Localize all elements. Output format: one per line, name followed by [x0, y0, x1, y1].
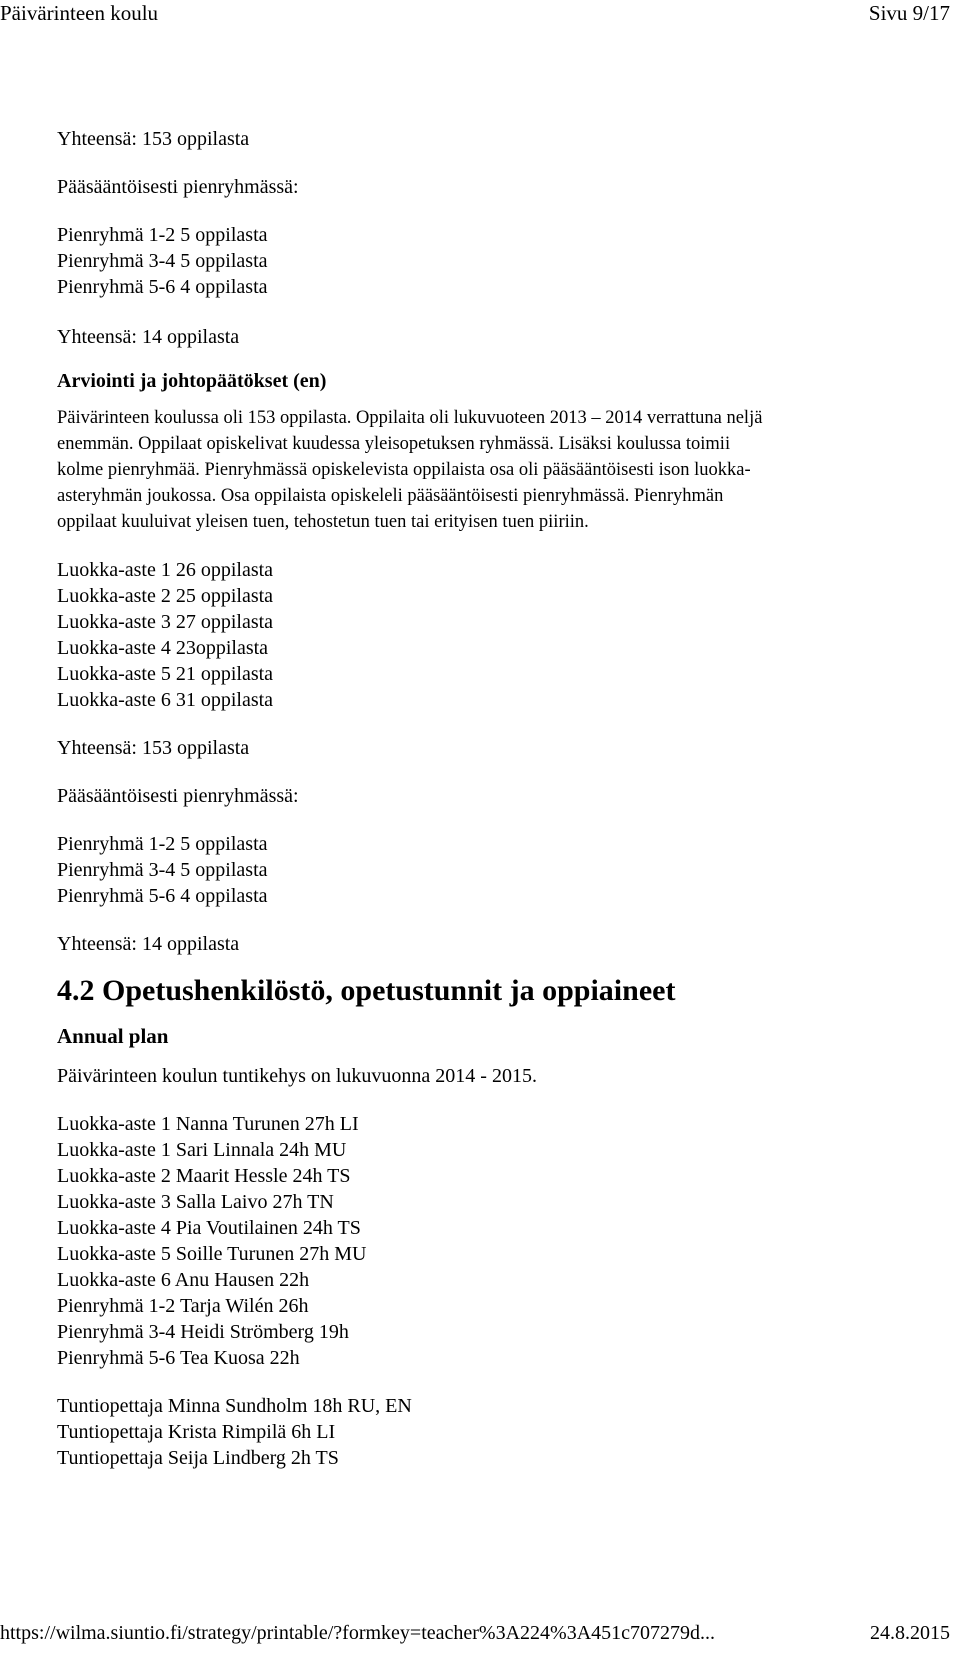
- list-item: Tuntiopettaja Minna Sundholm 18h RU, EN: [57, 1395, 412, 1417]
- small-group-total: Yhteensä: 14 oppilasta: [57, 326, 240, 348]
- teacher-list: [57, 1111, 937, 1371]
- list-item: Luokka-aste 1 Sari Linnala 24h MU: [57, 1139, 347, 1161]
- list-item: Luokka-aste 1 26 oppilasta: [57, 559, 274, 581]
- list-item: Pienryhmä 5-6 Tea Kuosa 22h: [57, 1347, 300, 1369]
- list-item: Pienryhmä 5-6 4 oppilasta: [57, 885, 268, 907]
- evaluation-heading: Arviointi ja johtopäätökset (en): [57, 370, 327, 392]
- list-item: Luokka-aste 6 31 oppilasta: [57, 689, 274, 711]
- paragraph-line: oppilaat kuuluivat yleisen tuen, tehostetun tuen tai erityisen tuen piiriin.: [57, 512, 589, 532]
- total-students: Yhteensä: 153 oppilasta: [57, 737, 250, 759]
- list-item: Luokka-aste 2 25 oppilasta: [57, 585, 274, 607]
- document-body: [57, 126, 937, 1471]
- list-item: Pienryhmä 1-2 Tarja Wilén 26h: [57, 1295, 309, 1317]
- list-item: Luokka-aste 3 27 oppilasta: [57, 611, 274, 633]
- list-item: Pienryhmä 1-2 5 oppilasta: [57, 833, 268, 855]
- paragraph-line: kolme pienryhmää. Pienryhmässä opiskelevista oppilaista osa oli pääsääntöisesti ison luokka-: [57, 460, 751, 480]
- footer-url: https://wilma.siuntio.fi/strategy/printable/?formkey=teacher%3A224%3A451c707279d...: [0, 1622, 716, 1644]
- list-item: Luokka-aste 5 21 oppilasta: [57, 663, 274, 685]
- grade-list: [57, 557, 937, 713]
- paragraph-line: enemmän. Oppilaat opiskelivat kuudessa yleisopetuksen ryhmässä. Lisäksi koulussa toimii: [57, 434, 731, 454]
- small-group-list: [57, 222, 937, 300]
- list-item: Pienryhmä 1-2 5 oppilasta: [57, 224, 268, 246]
- list-item: Luokka-aste 3 Salla Laivo 27h TN: [57, 1191, 334, 1213]
- small-group-list: [57, 831, 937, 909]
- section-heading: 4.2 Opetushenkilöstö, opetustunnit ja oppiaineet: [57, 974, 676, 1007]
- list-item: Tuntiopettaja Seija Lindberg 2h TS: [57, 1447, 339, 1469]
- footer-date: 24.8.2015: [870, 1622, 950, 1644]
- total-students: Yhteensä: 153 oppilasta: [57, 128, 250, 150]
- paragraph-line: Päivärinteen koulussa oli 153 oppilasta. Oppilaita oli lukuvuoteen 2013 – 2014 verrattuna neljä: [57, 408, 763, 428]
- page-header-title: Päivärinteen koulu: [0, 1, 159, 25]
- list-item: Pienryhmä 5-6 4 oppilasta: [57, 276, 268, 298]
- section-subheading: Annual plan: [57, 1024, 169, 1048]
- list-item: Luokka-aste 6 Anu Hausen 22h: [57, 1269, 310, 1291]
- list-item: Pienryhmä 3-4 5 oppilasta: [57, 250, 268, 272]
- hourly-teacher-list: [57, 1393, 937, 1471]
- list-item: Luokka-aste 4 Pia Voutilainen 24h TS: [57, 1217, 361, 1239]
- evaluation-paragraph: [57, 405, 937, 535]
- page-number: Sivu 9/17: [868, 1, 950, 25]
- list-item: Luokka-aste 5 Soille Turunen 27h MU: [57, 1243, 367, 1265]
- small-group-label: Pääsääntöisesti pienryhmässä:: [57, 176, 299, 198]
- list-item: Luokka-aste 2 Maarit Hessle 24h TS: [57, 1165, 351, 1187]
- list-item: Pienryhmä 3-4 Heidi Strömberg 19h: [57, 1321, 349, 1343]
- paragraph-line: asteryhmän joukossa. Osa oppilaista opiskeleli pääsääntöisesti pienryhmässä. Pienryhmän: [57, 486, 724, 506]
- list-item: Pienryhmä 3-4 5 oppilasta: [57, 859, 268, 881]
- section-intro: Päivärinteen koulun tuntikehys on lukuvuonna 2014 - 2015.: [57, 1065, 537, 1087]
- list-item: Luokka-aste 1 Nanna Turunen 27h LI: [57, 1113, 359, 1135]
- small-group-total: Yhteensä: 14 oppilasta: [57, 933, 240, 955]
- list-item: Tuntiopettaja Krista Rimpilä 6h LI: [57, 1421, 336, 1443]
- list-item: Luokka-aste 4 23oppilasta: [57, 637, 269, 659]
- small-group-label: Pääsääntöisesti pienryhmässä:: [57, 785, 299, 807]
